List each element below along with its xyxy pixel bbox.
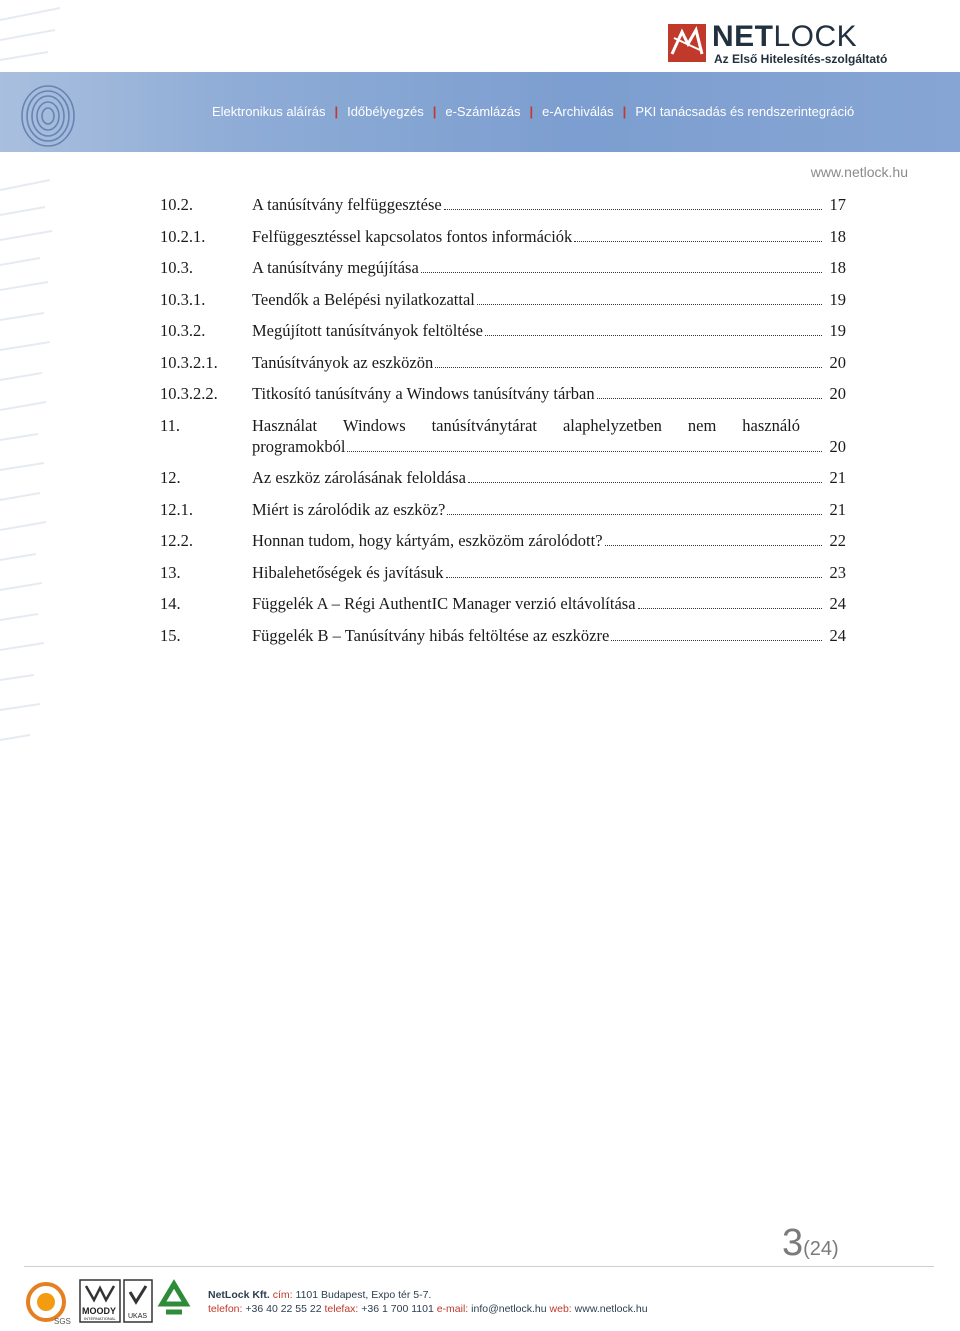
nav-item[interactable]: Elektronikus aláírás	[212, 104, 326, 119]
toc-entry[interactable]	[160, 194, 846, 215]
toc-title: Megújított tanúsítványok feltöltése	[252, 321, 483, 340]
toc-leader	[638, 608, 822, 609]
toc-entry[interactable]	[160, 467, 846, 488]
ukas-badge-icon	[124, 1280, 152, 1322]
toc-number: 10.3.2.1.	[160, 352, 218, 372]
toc-number: 15.	[160, 625, 181, 645]
toc-number: 10.3.	[160, 258, 193, 277]
toc-number: 10.3.1.	[160, 289, 206, 309]
company-web[interactable]: www.netlock.hu	[574, 1303, 648, 1315]
toc-page: 24	[829, 594, 846, 613]
toc-title-word: nem	[687, 415, 717, 435]
toc-title: Tanúsítványok az eszközön	[252, 352, 434, 372]
toc-number: 14.	[160, 594, 181, 613]
toc-entry[interactable]	[160, 383, 846, 404]
toc-page: 19	[829, 321, 846, 340]
recycle-icon	[162, 1284, 186, 1312]
netlock-logo	[668, 22, 918, 72]
nav-separator: |	[529, 104, 534, 119]
page-total: (24)	[803, 1238, 839, 1260]
toc-page: 22	[829, 531, 846, 550]
toc-page: 18	[829, 226, 846, 246]
toc-title: Hibalehetőségek és javításuk	[252, 562, 444, 582]
toc-leader	[447, 514, 822, 515]
toc-leader	[421, 272, 822, 273]
toc-page: 23	[829, 562, 846, 582]
toc-title-line1	[252, 415, 800, 436]
nav-separator: |	[334, 104, 339, 119]
toc-title: A tanúsítvány megújítása	[252, 258, 419, 277]
toc-title: A tanúsítvány felfüggesztése	[252, 195, 442, 214]
toc-entry[interactable]	[160, 499, 846, 520]
service-nav	[212, 104, 854, 119]
toc-page: 20	[829, 352, 846, 372]
toc-page: 20	[829, 436, 846, 456]
toc-leader	[477, 304, 822, 305]
moody-badge-icon	[80, 1280, 120, 1322]
toc-leader	[347, 451, 822, 452]
toc-title: Az eszköz zárolásának feloldása	[252, 468, 466, 487]
toc-leader	[444, 209, 822, 210]
toc-title-word: Windows	[343, 415, 406, 435]
toc-leader	[435, 367, 822, 368]
company-address: 1101 Budapest, Expo tér 5-7.	[295, 1289, 432, 1301]
toc-entry[interactable]	[160, 352, 846, 373]
toc-page: 20	[829, 384, 846, 403]
page-current: 3	[782, 1222, 804, 1264]
toc-number: 12.	[160, 468, 181, 487]
toc-leader	[446, 577, 822, 578]
svg-text:MOODY: MOODY	[82, 1306, 117, 1316]
logo-tagline: Az Első Hitelesítés-szolgáltató	[714, 52, 888, 66]
toc-number: 10.2.1.	[160, 226, 206, 246]
toc-entry[interactable]	[160, 562, 846, 583]
logo-mark-icon	[668, 24, 706, 62]
toc-entry[interactable]	[160, 320, 846, 341]
toc-title-line2: programokból	[252, 436, 346, 456]
svg-text:UKAS: UKAS	[128, 1313, 148, 1320]
toc-title-word: Használat	[252, 415, 318, 435]
toc-title: Függelék B – Tanúsítvány hibás feltöltése az eszközre	[252, 625, 610, 645]
toc-page: 17	[829, 195, 846, 214]
toc-leader	[597, 398, 822, 399]
toc-number: 12.2.	[160, 531, 193, 550]
toc-page: 24	[829, 625, 846, 645]
toc-page: 18	[829, 258, 846, 277]
nav-item[interactable]: e-Számlázás	[445, 104, 521, 119]
website-link[interactable]: www.netlock.hu	[810, 164, 908, 180]
toc-entry[interactable]	[160, 257, 846, 278]
toc-title: Honnan tudom, hogy kártyám, eszközöm zárolódott?	[252, 531, 603, 550]
toc-title: Miért is zárolódik az eszköz?	[252, 499, 446, 519]
company-phone: +36 40 22 55 22	[245, 1303, 322, 1315]
toc-title-word: használó	[742, 415, 800, 435]
toc-page: 19	[829, 289, 846, 309]
company-email[interactable]: info@netlock.hu	[471, 1303, 547, 1315]
toc-title: Teendők a Belépési nyilatkozattal	[252, 289, 475, 309]
company-name: NetLock Kft.	[208, 1289, 270, 1301]
toc-number: 12.1.	[160, 499, 193, 519]
company-footer: NetLock Kft. cím: 1101 Budapest, Expo tér 5-7. telefon: +36 40 22 55 22 telefax: +36 1 700 1101 e-mail: info@netlock.hu web: www.netlock.hu	[208, 1289, 648, 1315]
logo-wordmark: NETLOCK	[712, 20, 858, 53]
toc-number: 11.	[160, 415, 181, 435]
nav-item[interactable]: Időbélyegzés	[347, 104, 424, 119]
table-of-contents	[160, 194, 846, 656]
toc-number: 10.2.	[160, 195, 193, 214]
toc-entry[interactable]	[160, 289, 846, 310]
toc-entry[interactable]	[160, 593, 846, 614]
page-number	[782, 1222, 839, 1265]
certification-badges	[24, 1276, 204, 1326]
company-fax: +36 1 700 1101	[361, 1303, 434, 1315]
toc-entry[interactable]	[160, 530, 846, 551]
toc-title: Felfüggesztéssel kapcsolatos fontos információk	[252, 226, 573, 246]
nav-separator: |	[432, 104, 437, 119]
toc-page: 21	[829, 468, 846, 487]
toc-leader	[611, 640, 822, 641]
svg-text:SGS: SGS	[54, 1317, 71, 1326]
header-banner	[0, 72, 960, 152]
toc-leader	[574, 241, 822, 242]
toc-entry[interactable]	[160, 226, 846, 247]
toc-number: 13.	[160, 562, 181, 582]
sgs-badge-icon	[28, 1284, 71, 1326]
toc-title-word: alaphelyzetben	[562, 415, 662, 435]
toc-title-word: tanúsítványtárat	[431, 415, 537, 435]
toc-number: 10.3.2.2.	[160, 384, 218, 403]
toc-number: 10.3.2.	[160, 321, 206, 340]
toc-entry[interactable]	[160, 625, 846, 646]
toc-title: Titkosító tanúsítvány a Windows tanúsítvány tárban	[252, 384, 595, 403]
toc-title: Függelék A – Régi AuthentIC Manager verzió eltávolítása	[252, 594, 636, 613]
footer-divider	[24, 1266, 934, 1267]
nav-item[interactable]: e-Archiválás	[542, 104, 614, 119]
toc-entry[interactable]	[160, 415, 846, 457]
toc-leader	[485, 335, 822, 336]
svg-text:INTERNATIONAL: INTERNATIONAL	[84, 1316, 116, 1321]
nav-item[interactable]: PKI tanácsadás és rendszerintegráció	[635, 104, 855, 119]
toc-leader	[468, 482, 822, 483]
fingerprint-icon	[16, 78, 80, 150]
nav-separator: |	[622, 104, 627, 119]
toc-leader	[605, 545, 822, 546]
toc-page: 21	[829, 499, 846, 519]
